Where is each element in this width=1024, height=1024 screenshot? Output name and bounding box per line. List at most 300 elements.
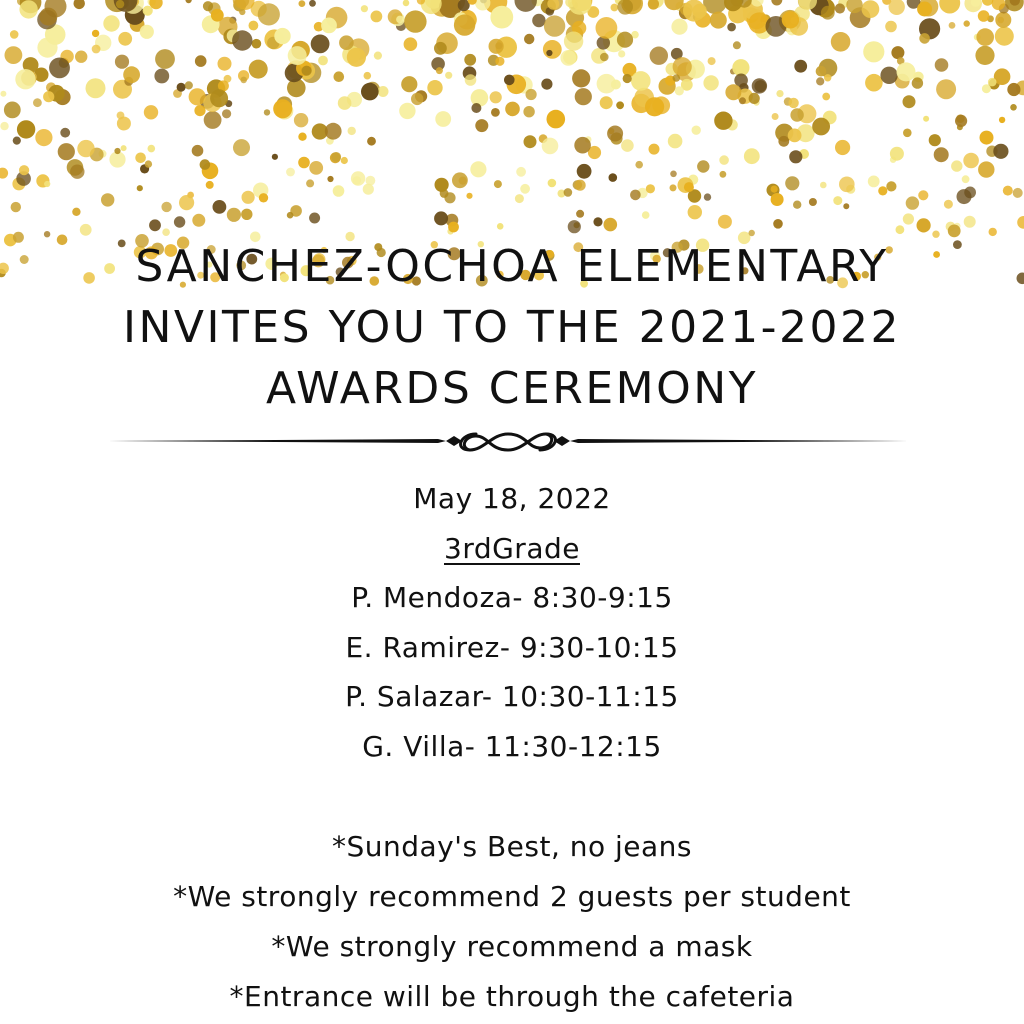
confetti-dot — [298, 157, 310, 169]
confetti-dot — [161, 202, 171, 212]
confetti-dot — [241, 209, 252, 220]
confetti-dot — [435, 111, 451, 127]
confetti-dot — [427, 80, 442, 95]
confetti-dot — [692, 126, 701, 135]
confetti-dot — [816, 66, 827, 77]
invitation-title — [0, 236, 1024, 419]
confetti-dot — [334, 71, 345, 82]
confetti-dot — [505, 102, 520, 117]
confetti-dot — [232, 30, 252, 50]
confetti-dot — [776, 90, 783, 97]
confetti-dot — [673, 57, 692, 76]
confetti-dot — [60, 128, 70, 138]
confetti-dot — [816, 77, 824, 85]
confetti-dot — [547, 110, 566, 129]
confetti-dot — [593, 217, 602, 226]
confetti-dot — [218, 57, 232, 71]
confetti-dot — [454, 14, 475, 35]
confetti-dot — [782, 11, 799, 28]
confetti-dot — [192, 214, 205, 227]
schedule-item: E. Ramirez- 9:30-10:15 — [345, 630, 679, 664]
confetti-dot — [0, 168, 8, 179]
confetti-dot — [145, 160, 152, 167]
confetti-dot — [259, 193, 268, 202]
confetti-dot — [470, 161, 486, 177]
confetti-dot — [338, 96, 352, 110]
confetti-dot — [331, 152, 341, 162]
confetti-dot — [363, 184, 374, 195]
confetti-dot — [366, 176, 376, 186]
confetti-dot — [523, 106, 534, 117]
confetti-dot — [778, 136, 789, 147]
confetti-dot — [195, 55, 207, 67]
confetti-dot — [13, 137, 21, 145]
confetti-dot — [609, 173, 618, 182]
confetti-dot — [989, 228, 997, 236]
confetti-dot — [311, 35, 330, 54]
confetti-dot — [367, 137, 376, 146]
confetti-dot — [239, 9, 245, 15]
confetti-dot — [574, 137, 591, 154]
confetti-dot — [564, 188, 573, 197]
ceremony-details — [0, 474, 1024, 771]
confetti-dot — [489, 39, 504, 54]
confetti-dot — [600, 53, 609, 62]
confetti-dot — [249, 21, 259, 31]
confetti-dot — [963, 153, 979, 169]
confetti-dot — [789, 150, 802, 163]
confetti-dot — [399, 103, 415, 119]
confetti-dot — [364, 72, 372, 80]
confetti-dot — [264, 109, 270, 115]
confetti-dot — [466, 193, 472, 199]
confetti-dot — [630, 190, 641, 201]
confetti-dot — [436, 67, 443, 74]
confetti-dot — [999, 117, 1005, 123]
confetti-dot — [495, 57, 504, 66]
confetti-dot — [92, 45, 101, 54]
confetti-dot — [906, 196, 919, 209]
confetti-dot — [703, 75, 718, 90]
confetti-dot — [19, 0, 37, 18]
confetti-dot — [465, 74, 477, 86]
confetti-dot — [299, 0, 306, 7]
confetti-dot — [448, 222, 459, 233]
confetti-dot — [374, 52, 382, 60]
confetti-dot — [650, 47, 668, 65]
confetti-dot — [951, 160, 962, 171]
confetti-dot — [475, 119, 488, 132]
confetti-dot — [174, 216, 185, 227]
confetti-dot — [546, 50, 552, 56]
confetti-dot — [878, 186, 887, 195]
confetti-dot — [361, 5, 368, 12]
confetti-dot — [675, 86, 684, 95]
confetti-dot — [302, 66, 312, 76]
confetti-dot — [812, 118, 830, 136]
title-line-2: INVITES YOU TO THE 2021-2022 — [123, 302, 901, 353]
schedule-item: P. Mendoza- 8:30-9:15 — [351, 581, 673, 614]
confetti-dot — [670, 171, 677, 178]
confetti-dot — [103, 15, 119, 31]
schedule-item: P. Salazar- 10:30-11:15 — [345, 680, 679, 713]
confetti-dot — [596, 17, 618, 39]
confetti-dot — [944, 200, 953, 209]
confetti-dot — [15, 69, 35, 89]
confetti-dot — [982, 84, 991, 93]
confetti-dot — [978, 161, 994, 177]
confetti-dot — [309, 213, 320, 224]
confetti-dot — [44, 181, 50, 187]
confetti-dot — [890, 147, 904, 161]
confetti-dot — [49, 58, 70, 79]
confetti-dot — [843, 203, 849, 209]
confetti-dot — [17, 120, 35, 138]
flourish-divider-icon — [108, 422, 908, 462]
confetti-dot — [137, 185, 143, 191]
confetti-dot — [543, 40, 562, 59]
confetti-dot — [923, 116, 929, 122]
confetti-dot — [348, 127, 356, 135]
confetti-dot — [771, 186, 778, 193]
confetti-dot — [544, 15, 565, 36]
note-item: *Entrance will be through the cafeteria — [229, 980, 795, 1013]
confetti-dot — [471, 103, 481, 113]
confetti-dot — [445, 72, 452, 79]
confetti-dot — [1007, 83, 1020, 96]
confetti-dot — [793, 201, 801, 209]
confetti-dot — [576, 210, 584, 218]
confetti-dot — [200, 159, 211, 170]
confetti-dot — [75, 51, 87, 63]
confetti-dot — [532, 14, 545, 27]
confetti-dot — [318, 56, 328, 66]
confetti-dot — [1010, 104, 1017, 111]
confetti-dot — [623, 74, 632, 83]
confetti-dot — [526, 89, 537, 100]
confetti-dot — [490, 6, 513, 29]
confetti-dot — [642, 211, 650, 219]
confetti-dot — [820, 182, 827, 189]
confetti-dot — [616, 101, 624, 109]
confetti-dot — [347, 48, 366, 67]
confetti-dot — [957, 189, 972, 204]
confetti-dot — [773, 219, 783, 229]
confetti-dot — [435, 178, 449, 192]
confetti-dot — [835, 140, 850, 155]
confetti-dot — [72, 208, 80, 216]
confetti-dot — [935, 58, 949, 72]
confetti-dot — [240, 77, 247, 84]
confetti-dot — [917, 2, 932, 17]
confetti-dot — [725, 84, 741, 100]
confetti-dot — [568, 220, 581, 233]
confetti-dot — [148, 145, 156, 153]
confetti-dot — [975, 46, 994, 65]
confetti-dot — [434, 211, 448, 225]
confetti-dot — [516, 167, 526, 177]
confetti-dot — [35, 129, 52, 146]
confetti-dot — [77, 140, 94, 157]
confetti-dot — [520, 184, 530, 194]
confetti-dot — [572, 69, 590, 87]
confetti-dot — [600, 96, 613, 109]
confetti-dot — [5, 46, 23, 64]
confetti-dot — [917, 218, 931, 232]
confetti-dot — [771, 0, 782, 6]
confetti-dot — [577, 164, 592, 179]
confetti-dot — [524, 135, 537, 148]
confetti-dot — [980, 131, 994, 145]
confetti-dot — [903, 213, 914, 224]
confetti-dot — [710, 12, 727, 29]
confetti-dot — [92, 30, 99, 37]
confetti-dot — [683, 0, 705, 22]
confetti-dot — [955, 115, 967, 127]
confetti-dot — [185, 0, 191, 3]
confetti-dot — [211, 9, 224, 22]
confetti-dot — [652, 96, 670, 114]
confetti-dot — [179, 195, 194, 210]
confetti-dot — [788, 98, 798, 108]
confetti-dot — [919, 33, 930, 44]
confetti-dot — [752, 78, 767, 93]
confetti-dot — [321, 18, 337, 34]
confetti-dot — [934, 147, 949, 162]
confetti-dot — [978, 10, 990, 22]
confetti-dot — [733, 41, 741, 49]
confetti-dot — [404, 37, 418, 51]
confetti-dot — [541, 79, 552, 90]
confetti-dot — [272, 154, 278, 160]
confetti-dot — [862, 0, 880, 18]
confetti-dot — [327, 176, 333, 182]
confetti-dot — [333, 185, 345, 197]
confetti-dot — [204, 111, 222, 129]
confetti-dot — [210, 89, 228, 107]
confetti-dot — [993, 144, 1008, 159]
confetti-dot — [242, 191, 255, 204]
confetti-dot — [744, 148, 760, 164]
confetti-dot — [995, 27, 1014, 46]
confetti-dot — [86, 78, 106, 98]
confetti-dot — [1003, 186, 1013, 196]
note-item: *We strongly recommend a mask — [271, 930, 753, 963]
confetti-dot — [135, 153, 146, 164]
confetti-dot — [824, 74, 831, 81]
confetti-dot — [833, 196, 842, 205]
confetti-dot — [452, 172, 468, 188]
confetti-dot — [863, 41, 884, 62]
confetti-dot — [490, 91, 502, 103]
confetti-dot — [891, 46, 904, 59]
confetti-dot — [403, 0, 410, 6]
confetti-dot — [524, 34, 534, 44]
confetti-dot — [548, 179, 557, 188]
title-line-1: SANCHEZ-OCHOA ELEMENTARY — [135, 241, 889, 292]
confetti-dot — [788, 129, 802, 143]
confetti-dot — [962, 175, 970, 183]
confetti-dot — [249, 60, 268, 79]
confetti-dot — [635, 161, 643, 169]
confetti-dot — [785, 176, 799, 190]
confetti-dot — [611, 80, 621, 90]
note-item: *Sunday's Best, no jeans — [331, 830, 693, 863]
attendance-notes — [0, 822, 1024, 1022]
confetti-dot — [140, 25, 154, 39]
confetti-dot — [144, 105, 158, 119]
confetti-dot — [121, 145, 127, 151]
confetti-dot — [889, 0, 905, 15]
confetti-dot — [821, 6, 835, 20]
confetti-dot — [809, 198, 817, 206]
confetti-dot — [575, 88, 592, 105]
confetti-dot — [618, 50, 625, 57]
title-line-3: AWARDS CEREMONY — [265, 363, 759, 414]
grade-heading: 3rdGrade — [444, 531, 580, 565]
confetti-dot — [976, 28, 994, 46]
confetti-dot — [885, 21, 897, 33]
confetti-dot — [886, 181, 896, 191]
confetti-dot — [982, 0, 993, 6]
confetti-dot — [33, 98, 42, 107]
confetti-dot — [631, 71, 651, 91]
confetti-dot — [673, 74, 681, 82]
confetti-dot — [668, 134, 683, 149]
confetti-dot — [727, 23, 736, 32]
confetti-dot — [154, 69, 169, 84]
schedule-item: G. Villa- 11:30-12:15 — [362, 729, 662, 763]
event-date: May 18, 2022 — [413, 482, 611, 515]
confetti-dot — [0, 91, 6, 97]
confetti-dot — [192, 145, 204, 157]
confetti-dot — [117, 112, 125, 120]
confetti-dot — [684, 182, 694, 192]
confetti-dot — [749, 93, 760, 104]
confetti-dot — [739, 97, 746, 104]
confetti-dot — [912, 77, 923, 88]
confetti-dot — [4, 102, 21, 119]
confetti-dot — [149, 219, 161, 231]
confetti-dot — [252, 39, 262, 49]
confetti-dot — [497, 223, 504, 230]
confetti-dot — [772, 113, 779, 120]
confetti-dot — [274, 28, 290, 44]
confetti-dot — [607, 126, 623, 142]
confetti-dot — [988, 78, 997, 87]
confetti-dot — [37, 38, 57, 58]
confetti-dot — [697, 160, 709, 172]
confetti-dot — [123, 66, 140, 83]
confetti-dot — [564, 32, 583, 51]
confetti-dot — [794, 60, 807, 73]
confetti-dot — [203, 1, 213, 11]
confetti-dot — [114, 148, 120, 154]
confetti-dot — [718, 215, 732, 229]
confetti-dot — [434, 42, 447, 55]
confetti-dot — [1013, 188, 1023, 198]
confetti-dot — [19, 165, 29, 175]
confetti-dot — [491, 108, 500, 117]
confetti-dot — [903, 129, 912, 138]
confetti-dot — [621, 139, 634, 152]
confetti-dot — [339, 35, 354, 50]
note-item: *We strongly recommend 2 guests per student — [173, 880, 851, 913]
confetti-dot — [351, 171, 365, 185]
confetti-dot — [43, 91, 54, 102]
confetti-dot — [162, 228, 170, 236]
confetti-dot — [835, 3, 845, 13]
confetti-dot — [286, 168, 295, 177]
confetti-dot — [575, 180, 586, 191]
confetti-dot — [964, 216, 976, 228]
confetti-dot — [1017, 216, 1024, 229]
confetti-dot — [896, 225, 905, 234]
confetti-dot — [897, 62, 916, 81]
confetti-dot — [688, 205, 702, 219]
confetti-dot — [617, 32, 633, 48]
confetti-dot — [560, 50, 576, 66]
confetti-dot — [880, 67, 897, 84]
confetti-dot — [670, 184, 677, 191]
confetti-dot — [831, 32, 851, 52]
confetti-dot — [515, 0, 537, 12]
confetti-dot — [396, 16, 404, 24]
confetti-dot — [222, 109, 231, 118]
confetti-dot — [771, 193, 784, 206]
confetti-dot — [649, 144, 660, 155]
confetti-dot — [155, 49, 175, 69]
confetti-dot — [720, 171, 727, 178]
confetti-dot — [11, 202, 21, 212]
confetti-dot — [309, 0, 316, 7]
confetti-dot — [865, 74, 883, 92]
confetti-dot — [903, 95, 916, 108]
confetti-dot — [918, 190, 928, 200]
confetti-dot — [604, 218, 618, 232]
confetti-dot — [611, 4, 619, 12]
confetti-dot — [964, 20, 970, 26]
confetti-dot — [515, 194, 524, 203]
confetti-dot — [206, 181, 214, 189]
confetti-dot — [288, 46, 307, 65]
confetti-dot — [39, 8, 57, 26]
confetti-dot — [361, 83, 379, 101]
confetti-dot — [401, 76, 417, 92]
confetti-dot — [939, 0, 960, 14]
confetti-dot — [404, 10, 426, 32]
confetti-dot — [929, 134, 941, 146]
confetti-dot — [494, 180, 502, 188]
confetti-dot — [868, 176, 880, 188]
confetti-dot — [287, 212, 294, 219]
confetti-dot — [227, 208, 241, 222]
confetti-dot — [839, 177, 855, 193]
confetti-dot — [306, 179, 314, 187]
confetti-dot — [325, 123, 342, 140]
confetti-dot — [648, 0, 659, 10]
confetti-dot — [719, 155, 729, 165]
confetti-dot — [309, 161, 323, 175]
confetti-dot — [80, 224, 92, 236]
confetti-dot — [258, 3, 280, 25]
confetti-dot — [294, 113, 308, 127]
confetti-dot — [790, 108, 803, 121]
confetti-dot — [542, 138, 559, 155]
confetti-dot — [298, 133, 306, 141]
confetti-dot — [194, 105, 205, 116]
confetti-dot — [273, 99, 292, 118]
